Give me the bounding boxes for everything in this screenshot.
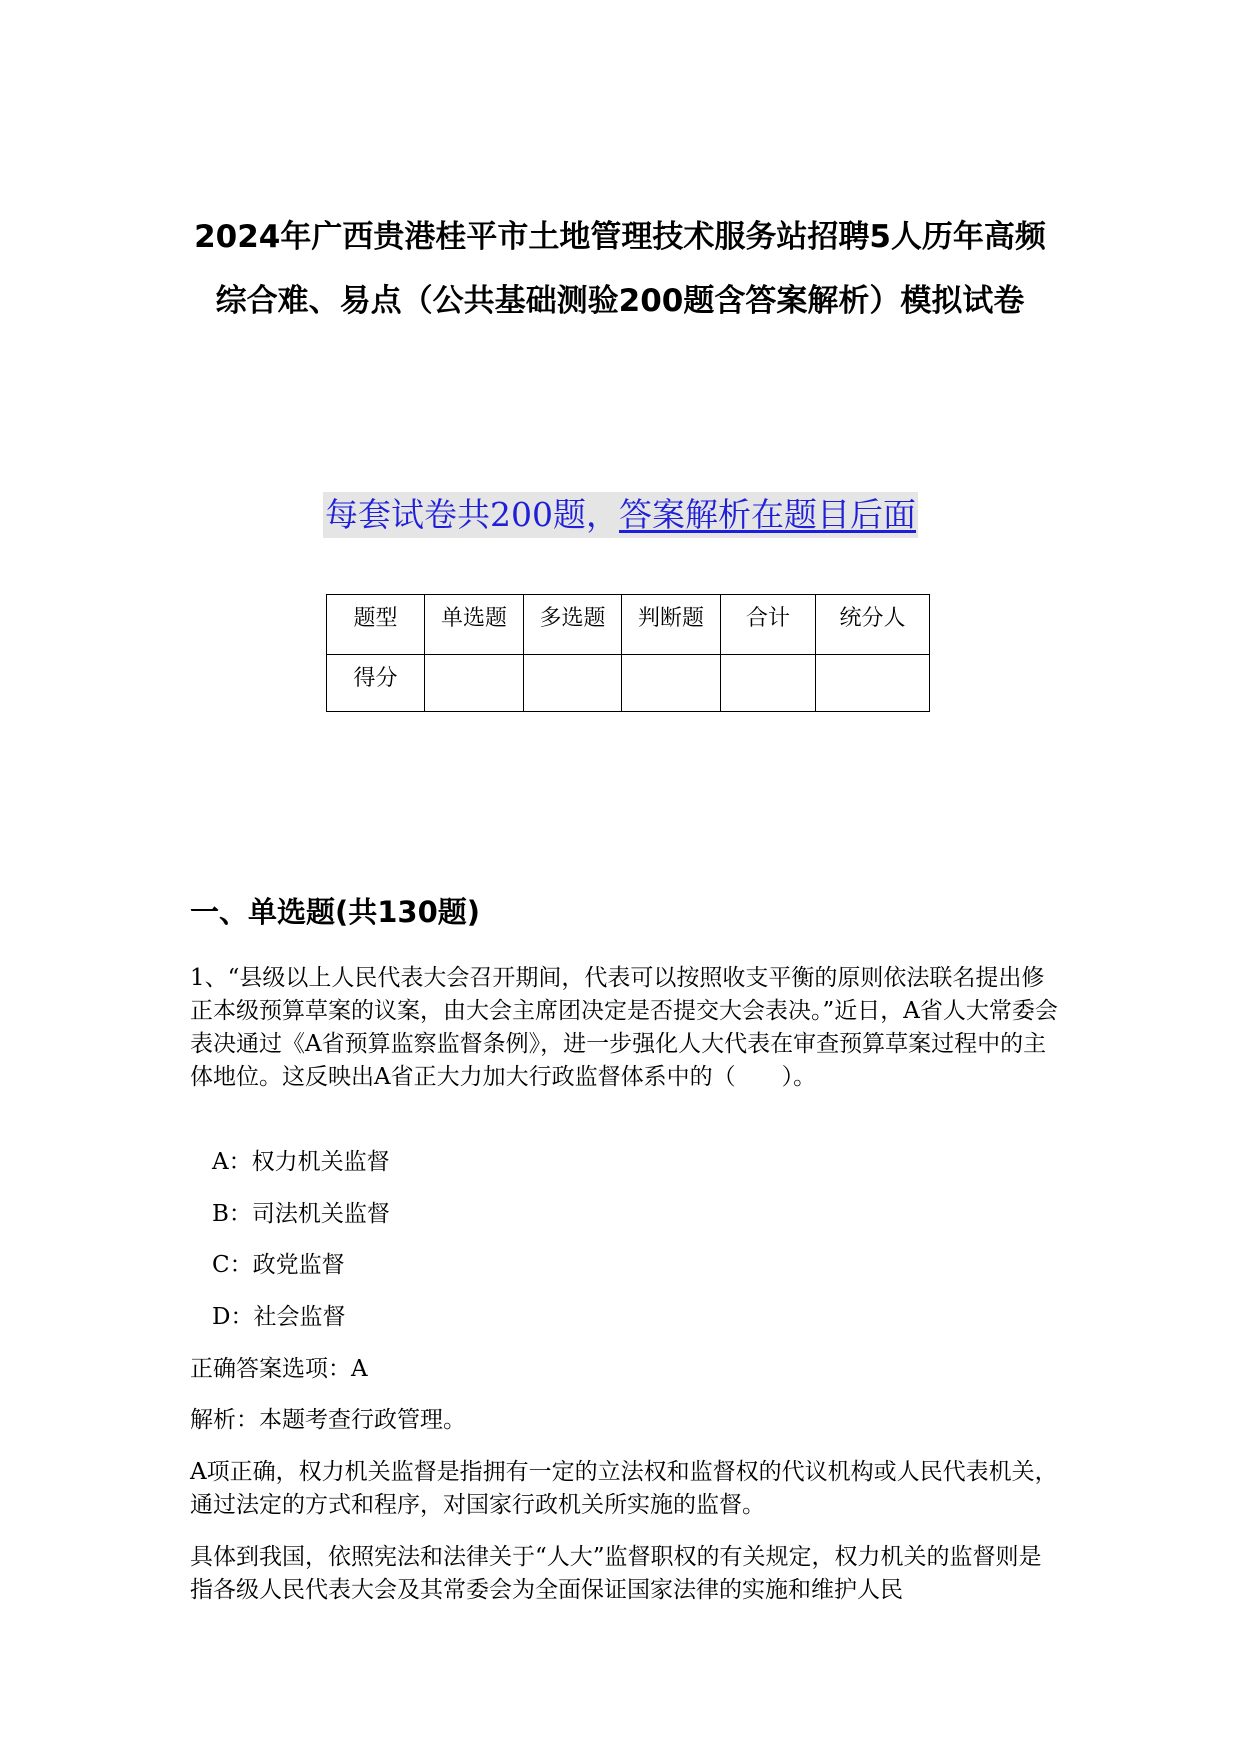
notice-text [323,492,918,538]
score-table-score-row [327,655,930,712]
score-table-cell [622,655,721,712]
notice-text-part1: 每套试卷共200题， [325,495,619,534]
score-table-header-cell: 题型 [327,595,425,655]
analysis-heading: 解析：本题考查行政管理。 [190,1407,466,1433]
analysis-paragraph: A项正确，权力机关监督是指拥有一定的立法权和监督权的代议机构或人民代表机关，通过法定的方式和程序，对国家行政机关所实施的监督。 [190,1459,1058,1518]
score-table-cell [524,655,622,712]
score-table-header-cell: 判断题 [622,595,721,655]
option-a: A：权力机关监督 [212,1149,390,1175]
notice-link[interactable]: 答案解析在题目后面 [619,495,916,534]
score-table [326,594,930,712]
score-table-header-cell: 多选题 [524,595,622,655]
option-d: D：社会监督 [212,1304,346,1330]
question-text: 1、“县级以上人民代表大会召开期间，代表可以按照收支平衡的原则依法联名提出修正本级预算草案的议案，由大会主席团决定是否提交大会表决。”近日，A省人大常委会表决通过《A省预算监察监督条例》，进一步强化人大代表在审查预算草案过程中的主体地位。这反映出A省正大力加大行政监督体系中的（ ）。 [190,965,1058,1090]
notice-banner [0,492,1241,538]
section-heading: 一、单选题(共130题) [190,895,481,929]
score-table-cell [425,655,524,712]
score-table-header-cell: 合计 [721,595,816,655]
option-b: B：司法机关监督 [212,1201,390,1227]
score-table-cell [816,655,930,712]
analysis-paragraph: 具体到我国，依照宪法和法律关于“人大”监督职权的有关规定，权力机关的监督则是指各级人民代表大会及其常委会为全面保证国家法律的实施和维护人民 [190,1544,1042,1603]
score-table-header-cell: 统分人 [816,595,930,655]
score-table-cell [721,655,816,712]
score-table-header-row [327,595,930,655]
document-title: 2024年广西贵港桂平市土地管理技术服务站招聘5人历年高频综合难、易点（公共基础测验200题含答案解析）模拟试卷 [194,219,1046,319]
correct-answer: 正确答案选项：A [190,1356,368,1382]
score-table-header-cell: 单选题 [425,595,524,655]
option-c: C：政党监督 [212,1252,345,1278]
score-table-row-label: 得分 [327,655,425,712]
